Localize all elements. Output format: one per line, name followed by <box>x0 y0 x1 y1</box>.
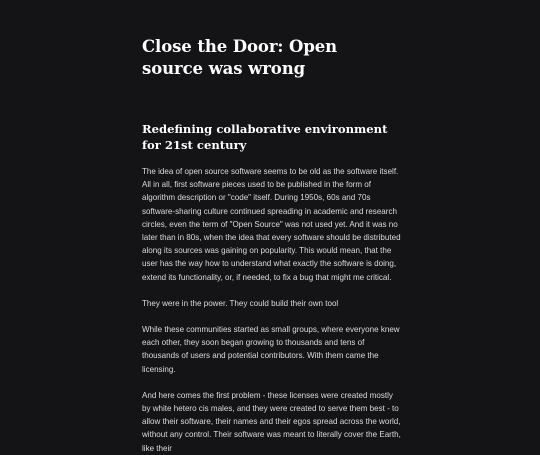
article <box>142 36 402 455</box>
article-paragraph: While these communities started as small groups, where everyone knew each other, they soon began growing to thousands and tens of thousands of users and potential contributors. With them came the licensing. <box>142 325 400 374</box>
article-paragraph: The idea of open source software seems to be old as the software itself. All in all, first software pieces used to be published in the form of algorithm description or "code" itself. During 1950s, 60s and 70s software-sharing culture continued spreading in academic and research circles, even the term of "Open Source" was not used yet. And it was no later than in 80s, when the idea that every software should be distributed along its sources was gaining on popularity. This would mean, that the user has the way how to understand what exactly the software is doing, extend its functionality, or, if needed, to fix a bug that might me critical. <box>142 167 401 282</box>
article-paragraph: They were in the power. They could build their own tool <box>142 298 339 308</box>
article-paragraph: And here comes the first problem - these licenses were created mostly by white hetero cis males, and they were created to serve them best - to allow their software, their names and their egos spread across the world, without any control. Their software was meant to literally cover the Earth, like their <box>142 390 401 453</box>
article-subtitle: Redefining collaborative environment for 21st century <box>142 122 388 152</box>
article-title: Close the Door: Open source was wrong <box>142 37 338 78</box>
